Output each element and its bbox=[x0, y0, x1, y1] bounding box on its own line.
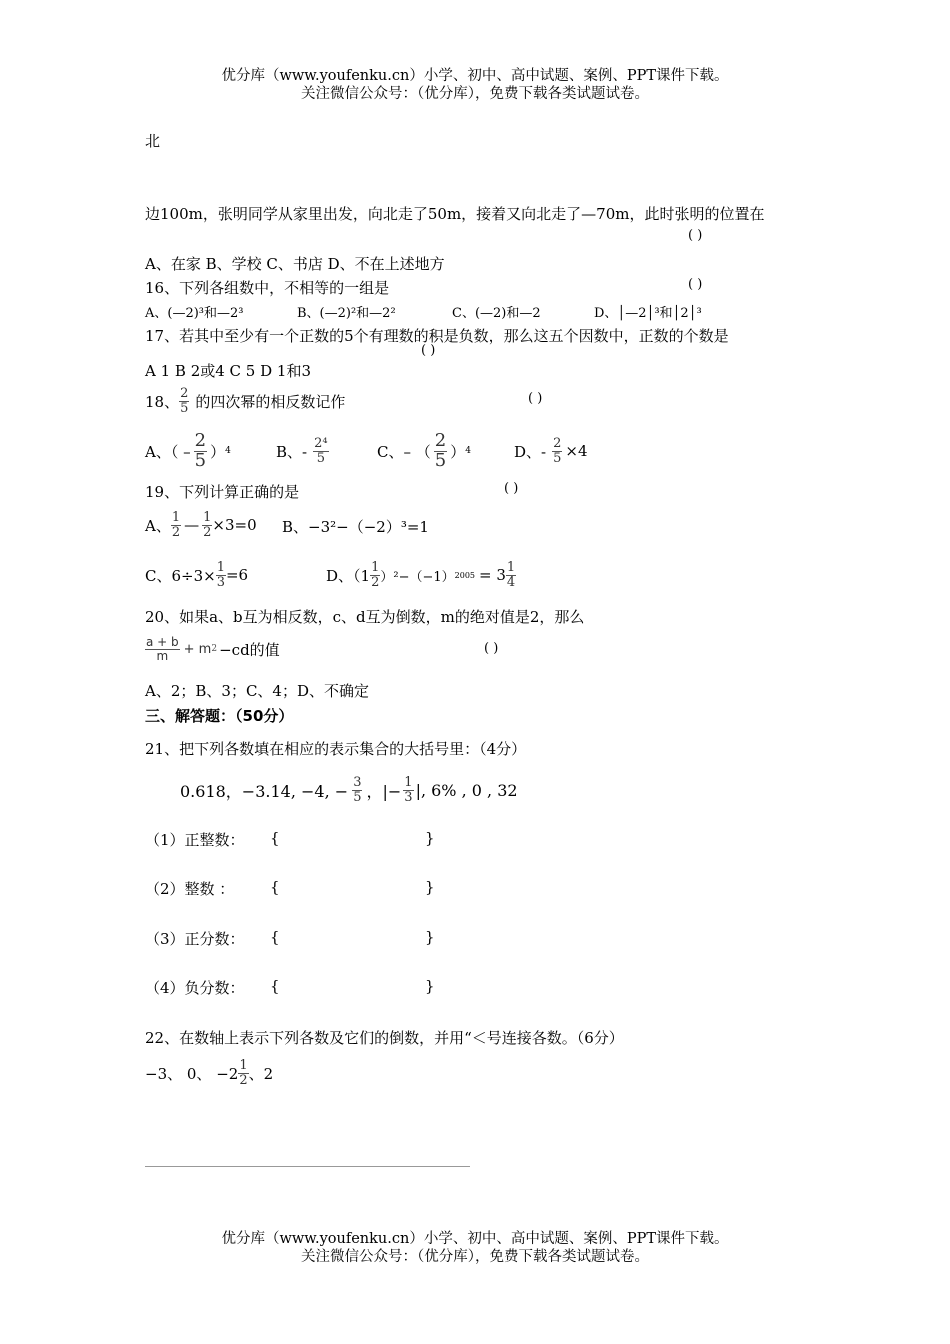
q21-row-4: （4）负分数： bbox=[145, 979, 245, 997]
q21-numbers: 0.618，−3.14, −4, − $\frac{3}{5}$ ，|− $\frac{1}{3}$ |, 6% , 0 , 32 bbox=[180, 774, 518, 805]
q19-option-b: B、−3²−（−2）³=1 bbox=[282, 518, 429, 536]
q21-row-1: （1）正整数： bbox=[145, 831, 245, 849]
footer-line-2: 关注微信公众号：（优分库），免费下载各类试题试卷。 bbox=[301, 1249, 649, 1265]
q18-fraction: $\frac{2}{5}$ bbox=[180, 385, 189, 416]
q21-stem: 21、把下列各数填在相应的表示集合的大括号里：（4分） bbox=[145, 740, 527, 758]
q18-option-c: C、– （ $\frac{2}{5}$ ） 4 bbox=[377, 429, 471, 471]
q21-row-2-open: { bbox=[270, 878, 280, 896]
q21-row-1-open: { bbox=[270, 829, 280, 847]
q17-options: A 1 B 2或4 C 5 D 1和3 bbox=[145, 362, 311, 380]
q21-row-2-close: } bbox=[425, 878, 435, 896]
q16-option-d: D、│—2│³和│2│³ bbox=[594, 306, 702, 321]
q15-paren: ( ) bbox=[688, 228, 703, 243]
q22-numbers: −3、 0、 −2 $\frac{1}{2}$ 、2 bbox=[145, 1057, 274, 1088]
q19-option-a: A、 $\frac{1}{2}$ — $\frac{1}{2}$ ×3=0 bbox=[145, 509, 257, 540]
q19-stem: 19、下列计算正确的是 bbox=[145, 483, 300, 501]
q17-stem: 17、若其中至少有一个正数的5个有理数的积是负数，那么这五个因数中，正数的个数是 bbox=[145, 327, 729, 345]
q18-paren: ( ) bbox=[528, 391, 543, 406]
q20-expression: $\frac{a + b}{m}$ + m 2 −cd的值 bbox=[146, 634, 280, 663]
q16-option-a: A、(—2)³和—2³ bbox=[145, 306, 244, 321]
q21-row-1-close: } bbox=[425, 829, 435, 847]
q18-option-d: D、- $\frac{2}{5}$ ×4 bbox=[514, 435, 588, 466]
q16-option-b: B、(—2)²和—2² bbox=[297, 306, 396, 321]
q19-option-c: C、6÷3× $\frac{1}{3}$ =6 bbox=[145, 559, 249, 590]
q21-row-3-close: } bbox=[425, 928, 435, 946]
q16-stem: 16、下列各组数中，不相等的一组是 bbox=[145, 279, 390, 297]
q18-num: 18、 bbox=[145, 392, 180, 411]
q18-stem: 的四次幂的相反数记作 bbox=[195, 392, 346, 411]
q15-stem: 边100m，张明同学从家里出发，向北走了50m，接着又向北走了—70m，此时张明的位置在 bbox=[145, 205, 765, 223]
q21-row-4-open: { bbox=[270, 977, 280, 995]
q18-option-b: B、- $\frac{\text{2⁴}}{5}$ bbox=[276, 435, 328, 466]
q19-option-d: D、（1 $\frac{1}{2}$ ）²−（−1） 2005 = 3 $\frac{1}{4}$ bbox=[326, 559, 516, 590]
q15-top: 北 bbox=[145, 132, 161, 150]
q16-paren: ( ) bbox=[688, 277, 703, 292]
q20-options: A、2；B、3；C、4；D、不确定 bbox=[145, 682, 369, 700]
q17-paren: ( ) bbox=[421, 343, 436, 358]
q15-options: A、在家 B、学校 C、书店 D、不在上述地方 bbox=[145, 255, 445, 273]
q21-row-3-open: { bbox=[270, 928, 280, 946]
header-line-2: 关注微信公众号：（优分库），免费下载各类试题试卷。 bbox=[301, 86, 649, 102]
q20-stem: 20、如果a、b互为相反数，c、d互为倒数，m的绝对值是2，那么 bbox=[145, 608, 585, 626]
header-line-1: 优分库（www.youfenku.cn）小学、初中、高中试题、案例、PPT课件下载。 bbox=[221, 68, 729, 84]
q16-option-c: C、(—2)和—2 bbox=[452, 306, 541, 321]
footer-line-1: 优分库（www.youfenku.cn）小学、初中、高中试题、案例、PPT课件下载。 bbox=[221, 1231, 729, 1247]
q19-paren: ( ) bbox=[504, 481, 519, 496]
section-3-title: 三、解答题：（50分） bbox=[145, 707, 294, 725]
footnote-separator bbox=[145, 1166, 470, 1167]
q20-paren: ( ) bbox=[484, 641, 499, 656]
q18-stem-row bbox=[145, 380, 345, 422]
q21-row-2: （2）整数 ： bbox=[145, 880, 235, 898]
q18-option-a: A、（ – $\frac{2}{5}$ ） 4 bbox=[145, 429, 231, 471]
q22-stem: 22、在数轴上表示下列各数及它们的倒数，并用“＜号连接各数。（6分） bbox=[145, 1029, 624, 1047]
q21-row-3: （3）正分数： bbox=[145, 930, 245, 948]
q21-row-4-close: } bbox=[425, 977, 435, 995]
